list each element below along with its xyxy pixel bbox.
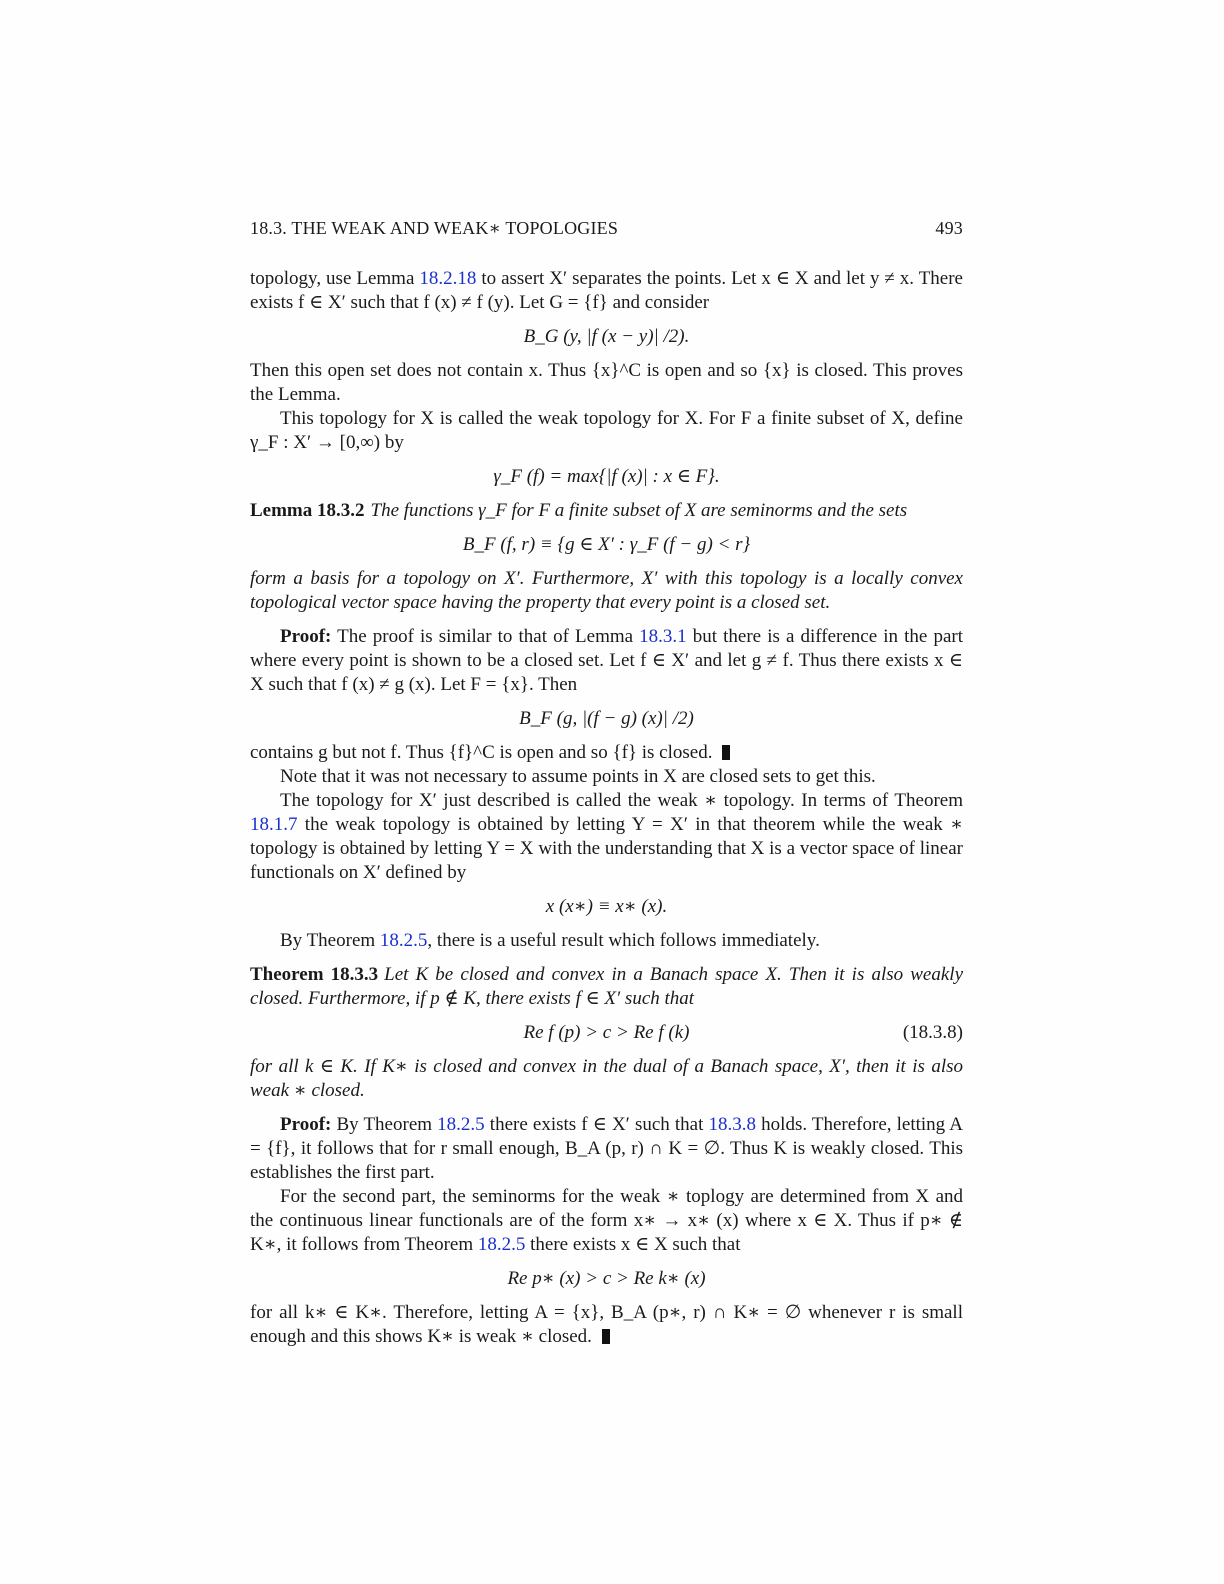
ref-theorem-18-2-5[interactable]: 18.2.5 bbox=[437, 1114, 485, 1135]
lemma-18-3-2: Lemma 18.3.2 The functions γ_F for F a finite subset of X are seminorms and the sets bbox=[250, 500, 908, 521]
theorem-label: Theorem 18.3.3 bbox=[250, 964, 379, 985]
equation-gamma-f: γ_F (f) = max{|f (x)| : x ∈ F}. bbox=[493, 466, 720, 487]
paragraph-by-theorem: By Theorem 18.2.5, there is a useful result which follows immediately. bbox=[280, 930, 820, 951]
equation-evaluation: x (x∗) ≡ x∗ (x). bbox=[545, 896, 668, 917]
lemma-label: Lemma 18.3.2 bbox=[250, 500, 365, 521]
proof-label: Proof: bbox=[280, 626, 332, 647]
paragraph-closed-point: Then this open set does not contain x. Thus {x}^C is open and so {x} is closed. This proves the Lemma. bbox=[250, 360, 963, 405]
equation-re-p-star: Re p∗ (x) > c > Re k∗ (x) bbox=[507, 1268, 706, 1289]
paragraph-note: Note that it was not necessary to assume points in X are closed sets to get this. bbox=[280, 766, 876, 787]
ref-theorem-18-1-7[interactable]: 18.1.7 bbox=[250, 814, 298, 835]
ref-theorem-18-2-5[interactable]: 18.2.5 bbox=[379, 930, 428, 951]
ref-lemma-18-3-1[interactable]: 18.3.1 bbox=[639, 626, 687, 647]
proof-label: Proof: bbox=[280, 1114, 332, 1135]
theorem-18-3-3-continued: for all k ∈ K. If K∗ is closed and convex in the dual of a Banach space, X′, then it is also weak ∗ closed. bbox=[250, 1056, 963, 1101]
theorem-18-3-3: Theorem 18.3.3 Let K be closed and convex in a Banach space X. Then it is also weakly closed. Furthermore, if p ∉ K, there exists f ∈ X′ such that bbox=[250, 964, 963, 1009]
qed-mark bbox=[602, 1329, 610, 1344]
page-number: 493 bbox=[935, 218, 963, 238]
proof-theorem-18-3-3: Proof: By Theorem 18.2.5 there exists f ∈ X′ such that 18.3.8 holds. Therefore, letting A = {f}, it follows that for r small enough, B_A (p, r) ∩ K = ∅. Thus K is weakly closed. This establishes the first part. bbox=[250, 1114, 963, 1183]
proof-lemma-18-3-2: Proof: The proof is similar to that of Lemma 18.3.1 but there is a difference in the part where every point is shown to be a closed set. Let f ∈ X′ and let g ≠ f. Thus there exists x ∈ X such that f (x) ≠ g (x). Let F = {x}. Then bbox=[250, 626, 963, 695]
proof-second-part: For the second part, the seminorms for the weak ∗ toplogy are determined from X and the continuous linear functionals are of the form x∗ → x∗ (x) where x ∈ X. Thus if p∗ ∉ K∗, it follows from Theorem 18.2.5 there exists x ∈ X such that bbox=[250, 1186, 963, 1255]
proof-end: for all k∗ ∈ K∗. Therefore, letting A = {x}, B_A (p∗, r) ∩ K∗ = ∅ whenever r is small enough and this shows K∗ is weak ∗ closed. bbox=[250, 1302, 963, 1347]
equation-number: (18.3.8) bbox=[902, 1022, 963, 1043]
page bbox=[250, 218, 963, 1349]
section-title: 18.3. THE WEAK AND WEAK∗ TOPOLOGIES bbox=[250, 218, 619, 238]
paragraph-weak-topology-def: This topology for X is called the weak topology for X. For F a finite subset of X, define γ_F : X′ → [0,∞) by bbox=[250, 408, 963, 453]
ref-equation-18-3-8[interactable]: 18.3.8 bbox=[708, 1114, 757, 1135]
lemma-18-3-2-continued: form a basis for a topology on X′. Furthermore, X′ with this topology is a locally convex topological vector space having the property that every point is a closed set. bbox=[250, 568, 963, 613]
equation-18-3-8: Re f (p) > c > Re f (k) (18.3.8) bbox=[523, 1022, 963, 1043]
paragraph-lemma-proof-continued: topology, use Lemma 18.2.18 to assert X′ separates the points. Let x ∈ X and let y ≠ x. There exists f ∈ X′ such that f (x) ≠ f (y). Let G = {f} and consider bbox=[250, 268, 963, 313]
equation-ball-bf-g: B_F (g, |(f − g) (x)| /2) bbox=[519, 708, 694, 729]
running-header bbox=[250, 218, 963, 239]
equation-ball-bg: B_G (y, |f (x − y)| /2). bbox=[523, 326, 690, 347]
ref-theorem-18-2-5[interactable]: 18.2.5 bbox=[477, 1234, 526, 1255]
paragraph-weak-star-topology: The topology for X′ just described is called the weak ∗ topology. In terms of Theorem 18.1.7 the weak topology is obtained by letting Y = X′ in that theorem while the weak ∗ topology is obtained by letting Y = X with the understanding that X is a vector space of linear functionals on X′ defined by bbox=[250, 790, 963, 883]
ref-lemma-18-2-18[interactable]: 18.2.18 bbox=[419, 268, 477, 289]
qed-mark bbox=[722, 745, 730, 760]
proof-end: contains g but not f. Thus {f}^C is open and so {f} is closed. bbox=[250, 741, 963, 765]
equation-basis-bf: B_F (f, r) ≡ {g ∈ X′ : γ_F (f − g) < r} bbox=[462, 534, 751, 555]
